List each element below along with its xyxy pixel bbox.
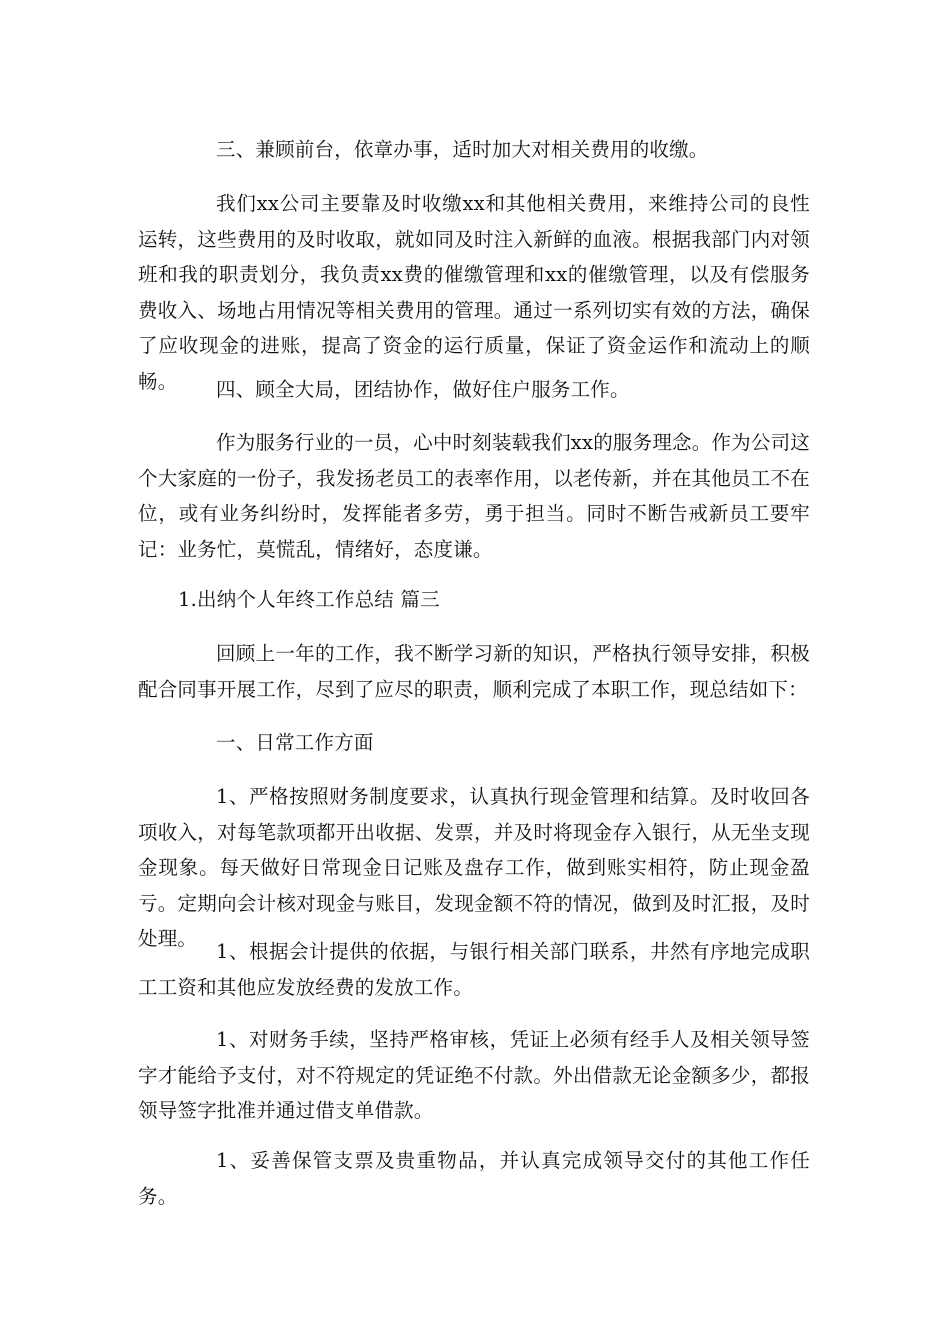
paragraph-fee-collection: 我们xx公司主要靠及时收缴xx和其他相关费用，来维持公司的良性运转，这些费用的及时收取，就如同及时注入新鲜的血液。根据我部门内对领班和我的职责划分，我负责xx费的催缴管理和xx的催缴管理，以及有偿服务费收入、场地占用情况等相关费用的管理。通过一系列切实有效的方法，确保了应收现金的进账，提高了资金的运行质量，保证了资金运作和流动上的顺畅。 [138,192,810,393]
paragraph-audit: 1、对财务手续，坚持严格审核，凭证上必须有经手人及相关领导签字才能给予支付，对不符规定的凭证绝不付款。外出借款无论金额多少，都报领导签字批准并通过借支单借款。 [138,1028,810,1122]
paragraph-salary-payment: 1、根据会计提供的依据，与银行相关部门联系，井然有序地完成职工工资和其他应发放经费的发放工作。 [138,940,810,999]
paragraph-review: 回顾上一年的工作，我不断学习新的知识，严格执行领导安排，积极配合同事开展工作，尽到了应尽的职责，顺利完成了本职工作，现总结如下： [138,642,810,701]
paragraph-cash-management: 1、严格按照财务制度要求，认真执行现金管理和结算。及时收回各项收入，对每笔款项都开出收据、发票，并及时将现金存入银行，从无坐支现金现象。每天做好日常现金日记账及盘存工作，做到账实相符，防止现金盈亏。定期向会计核对现金与账目，发现金额不符的情况，做到及时汇报，及时处理。 [138,785,810,950]
section-heading-3: 三、兼顾前台，依章办事，适时加大对相关费用的收缴。 [216,138,709,161]
paragraph-safekeeping: 1、妥善保管支票及贵重物品，并认真完成领导交付的其他工作任务。 [138,1149,810,1208]
section-heading-4: 四、顾全大局，团结协作，做好住户服务工作。 [216,378,630,401]
article-title: 1.出纳个人年终工作总结 篇三 [178,588,440,611]
paragraph-service-philosophy: 作为服务行业的一员，心中时刻装载我们xx的服务理念。作为公司这个大家庭的一份子，我发扬老员工的表率作用，以老传新，并在其他员工不在位，或有业务纠纷时，发挥能者多劳，勇于担当。同时不断告戒新员工要牢记：业务忙，莫慌乱，情绪好，态度谦。 [138,431,810,561]
section-heading-daily-work: 一、日常工作方面 [216,731,374,754]
